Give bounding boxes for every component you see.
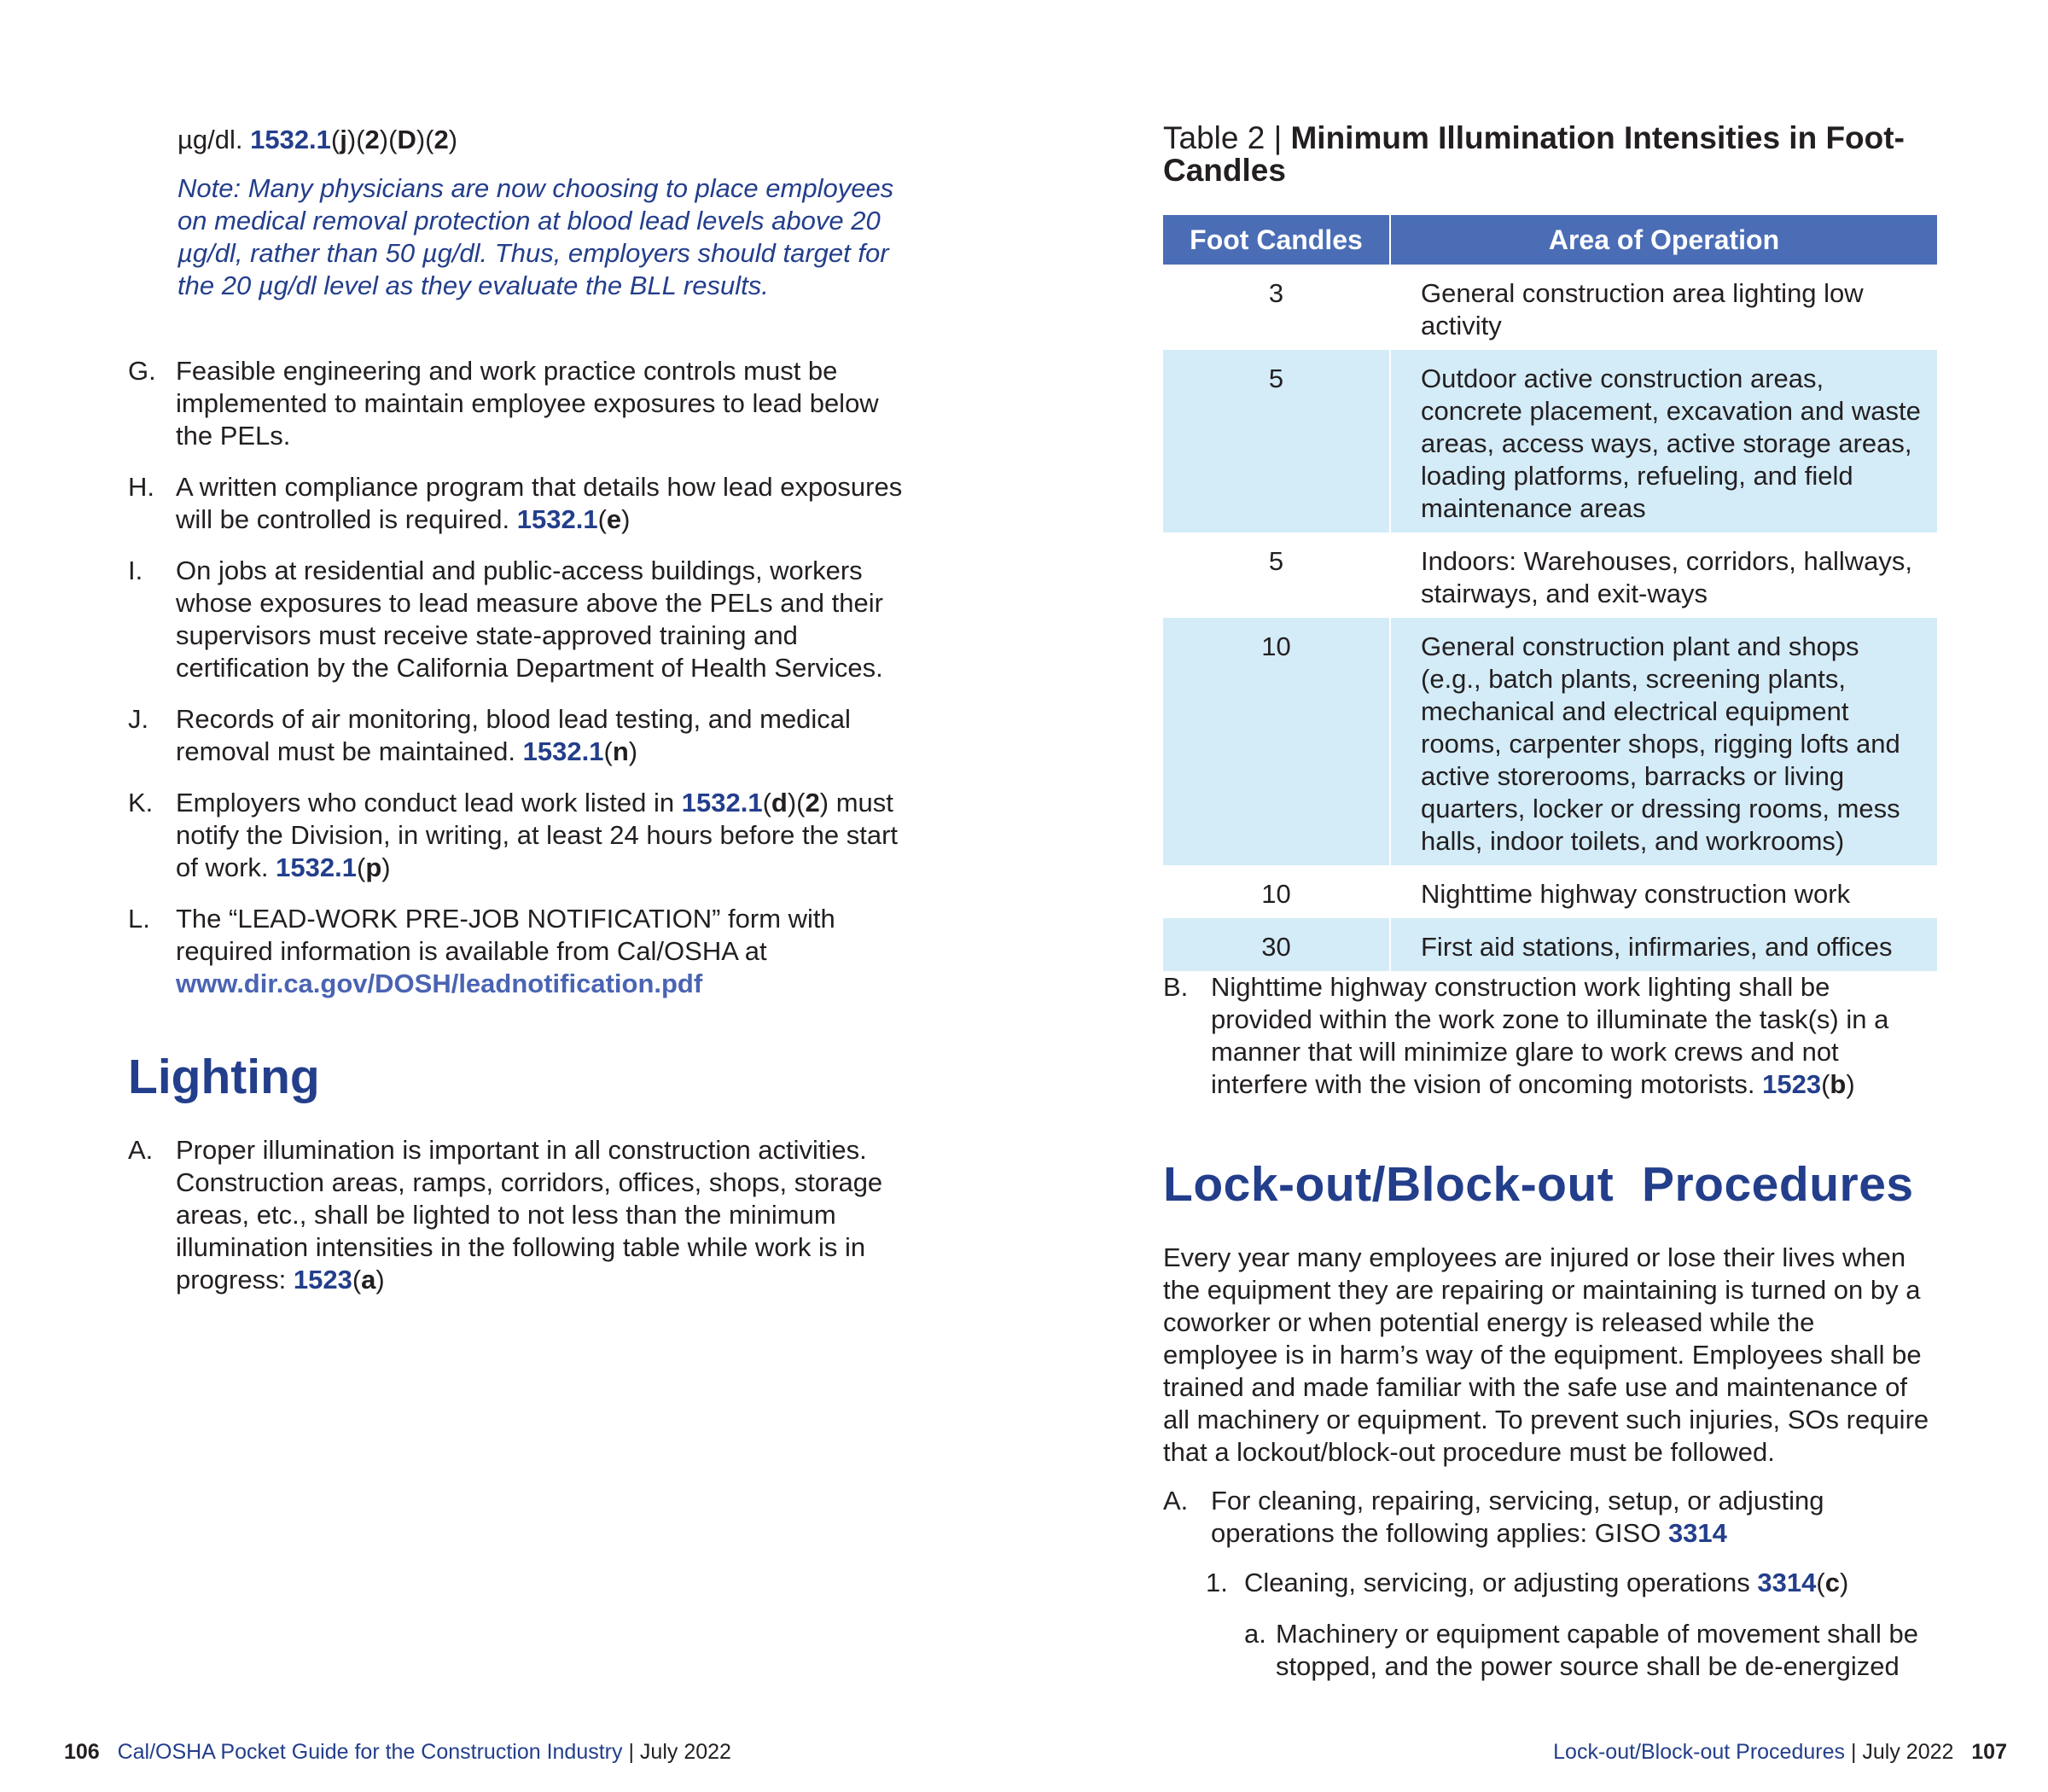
regulation-ref: 1532.1 bbox=[522, 736, 604, 766]
list-item-l bbox=[128, 903, 922, 1000]
regulation-ref: 1532.1 bbox=[276, 852, 357, 882]
list-item-text: A written compliance program that details how lead exposures will be controlled is required. bbox=[176, 472, 903, 534]
list-item-text: Feasible engineering and work practice controls must be implemented to maintain employee exposures to lead below the PELs. bbox=[176, 356, 879, 451]
subsection: 2 bbox=[433, 125, 449, 154]
illumination-table bbox=[1163, 215, 1937, 971]
footer-right bbox=[1553, 1739, 2007, 1765]
subsection: b bbox=[1830, 1069, 1847, 1099]
footer-separator: | bbox=[628, 1740, 634, 1764]
subsection: D bbox=[397, 125, 416, 154]
lighting-list-continued bbox=[1163, 971, 1914, 1120]
list-item-text: On jobs at residential and public-access buildings, workers whose exposures to lead measure above the PELs and their supervisors must receive state-approved training and certification by the California Department of Health Services. bbox=[176, 556, 883, 683]
list-item-i bbox=[128, 555, 922, 684]
item-letter: a. bbox=[1244, 1619, 1266, 1649]
list-item-j: J. Records of air monitoring, blood lead testing, and medical removal must be maintained. 1532.1(n) bbox=[128, 704, 851, 766]
list-item-text: Cleaning, servicing, or adjusting operations bbox=[1244, 1568, 1750, 1597]
subsection: p bbox=[365, 852, 382, 882]
list-item-text: Proper illumination is important in all construction activities. Construction areas, ramps, corridors, offices, shops, storage areas, etc., shall be lighted to not less than the minimum illumination intensities in the following table while work is in progress: bbox=[176, 1135, 883, 1295]
footer-date: July 2022 bbox=[1862, 1740, 1954, 1764]
table-row bbox=[1163, 918, 1937, 971]
list-letter: L. bbox=[128, 904, 150, 934]
foot-candles-cell: 3 bbox=[1163, 265, 1390, 350]
physician-note: Note: Many physicians are now choosing to place employees on medical removal protection at blood lead levels above 20 µg/dl, rather than 50 µg/dl. Thus, employers should target for the 20 µg/dl level as they evaluate the BLL results. bbox=[177, 173, 894, 300]
regulation-ref: 1532.1 bbox=[516, 504, 598, 534]
column-header-foot-candles: Foot Candles bbox=[1163, 215, 1390, 265]
list-letter: A. bbox=[1163, 1486, 1189, 1516]
lockout-paragraph: Every year many employees are injured or lose their lives when the equipment they are repairing or maintaining is turned on by a coworker or when potential energy is released while the employee is in harm’s way of the equipment. Employees shall be trained and made familiar with the safe use and maintenance of all machinery or equipment. To prevent such injuries, SOs require that a lockout/block-out procedure must be followed. bbox=[1163, 1242, 1929, 1467]
numbered-item-1: 1. Cleaning, servicing, or adjusting operations 3314(c) bbox=[1206, 1568, 1849, 1597]
footer-date: July 2022 bbox=[639, 1740, 731, 1764]
list-item-text: Machinery or equipment capable of movement shall be stopped, and the power source shall be de-energized bbox=[1276, 1619, 1919, 1681]
table-row bbox=[1163, 350, 1937, 532]
table-row bbox=[1163, 865, 1937, 918]
table-row bbox=[1163, 532, 1937, 618]
page-number: 106 bbox=[64, 1740, 100, 1764]
list-letter: I. bbox=[128, 556, 143, 585]
foot-candles-cell: 10 bbox=[1163, 618, 1390, 865]
regulation-ref: 1532.1 bbox=[681, 788, 763, 817]
continuation-text: µg/dl. bbox=[177, 125, 243, 154]
lead-notification-link[interactable]: www.dir.ca.gov/DOSH/leadnotification.pdf bbox=[176, 969, 703, 998]
item-number: 1. bbox=[1206, 1568, 1228, 1597]
page-number: 107 bbox=[1971, 1740, 2007, 1764]
list-item-a: A. Proper illumination is important in all construction activities. Construction areas, ramps, corridors, offices, shops, storage areas, etc., shall be lighted to not less than the minimum illumination intensities in the following table while work is in progress: 1523(a) bbox=[128, 1135, 883, 1295]
regulation-ref: 3314 bbox=[1667, 1518, 1727, 1548]
lockout-list bbox=[1163, 1485, 1931, 1568]
foot-candles-cell: 5 bbox=[1163, 532, 1390, 618]
footer-left bbox=[64, 1739, 731, 1765]
regulation-ref: 1523 bbox=[293, 1265, 352, 1295]
list-item-b: B. Nighttime highway construction work lighting shall be provided within the work zone to illuminate the task(s) in a manner that will minimize glare to work crews and not interfere with the vision of oncoming motorists. 1523(b) bbox=[1163, 972, 1889, 1099]
list-item-text: Employers who conduct lead work listed in bbox=[176, 788, 675, 817]
list-letter: G. bbox=[128, 356, 156, 386]
lockout-heading: Lock-out/Block-out Procedures bbox=[1163, 1157, 1914, 1212]
area-of-operation-cell: Nighttime highway construction work bbox=[1421, 879, 1851, 909]
foot-candles-cell: 10 bbox=[1163, 865, 1390, 918]
subsection: e bbox=[606, 504, 622, 534]
area-of-operation-cell: First aid stations, infirmaries, and offices bbox=[1390, 918, 1937, 971]
subsection: c bbox=[1824, 1568, 1840, 1597]
area-of-operation-cell: Outdoor active construction areas, concrete placement, excavation and waste areas, access ways, active storage areas, loading platforms, refueling, and field maintenance areas bbox=[1390, 350, 1937, 532]
list-item-h: H. A written compliance program that details how lead exposures will be controlled is required. 1532.1(e) bbox=[128, 472, 903, 534]
list-item-text: Nighttime highway construction work lighting shall be provided within the work zone to illuminate the task(s) in a manner that will minimize glare to work crews and not interfere with the vision of oncoming motorists. bbox=[1211, 972, 1889, 1099]
list-item-text: must notify the Division, in writing, at least 24 hours before the start of work. bbox=[176, 788, 899, 882]
regulation-ref: 1532.1 bbox=[250, 125, 331, 154]
subsection: j bbox=[340, 125, 347, 154]
list-item-text: Records of air monitoring, blood lead testing, and medical removal must be maintained. bbox=[176, 704, 851, 766]
list-letter: K. bbox=[128, 788, 154, 817]
regulation-ref: 1523 bbox=[1762, 1069, 1822, 1099]
area-of-operation-cell: Indoors: Warehouses, corridors, hallways, stairways, and exit-ways bbox=[1421, 546, 1913, 608]
foot-candles-cell: 5 bbox=[1163, 350, 1390, 532]
subsection: 2 bbox=[805, 788, 820, 817]
list-item-text: The “LEAD-WORK PRE-JOB NOTIFICATION” form with required information is available from Cal/OSHA at bbox=[176, 904, 835, 966]
area-of-operation-cell: General construction plant and shops (e.g., batch plants, screening plants, mechanical and electrical equipment rooms, carpenter shops, rigging lofts and active storerooms, barracks or living quarters, locker or dressing rooms, mess halls, indoor toilets, and workrooms) bbox=[1390, 618, 1937, 865]
footer-separator: | bbox=[1850, 1740, 1857, 1764]
list-item-a bbox=[1163, 1485, 1931, 1550]
list-letter: A. bbox=[128, 1135, 154, 1165]
subsection: d bbox=[771, 788, 788, 817]
lighting-list bbox=[128, 1134, 922, 1315]
footer-title: Cal/OSHA Pocket Guide for the Construction Industry bbox=[117, 1740, 623, 1764]
list-letter: B. bbox=[1163, 972, 1189, 1002]
list-letter: J. bbox=[128, 704, 149, 734]
table-caption-prefix: Table 2 | bbox=[1163, 120, 1283, 155]
regulation-ref: 3314 bbox=[1757, 1568, 1817, 1597]
table-caption bbox=[1163, 122, 1931, 187]
lead-requirements-list bbox=[128, 355, 922, 1019]
subsection: a bbox=[361, 1265, 376, 1295]
foot-candles-cell: 30 bbox=[1163, 918, 1390, 971]
continuation-line: µg/dl. 1532.1(j)(2)(D)(2) bbox=[177, 125, 458, 154]
lighting-heading: Lighting bbox=[128, 1050, 320, 1104]
lettered-subitem-a bbox=[1244, 1618, 1944, 1683]
subsection: 2 bbox=[364, 125, 380, 154]
list-item-k: K. Employers who conduct lead work listed in 1532.1(d)(2) must notify the Division, in writing, at least 24 hours before the start of work. 1532.1(p) bbox=[128, 788, 899, 882]
area-of-operation-cell: General construction area lighting low activity bbox=[1421, 278, 1864, 340]
table-row bbox=[1163, 618, 1937, 865]
table-caption-title: Minimum Illumination Intensities in Foot-Candles bbox=[1163, 120, 1905, 188]
list-item-g bbox=[128, 355, 922, 452]
list-item-text: For cleaning, repairing, servicing, setup, or adjusting operations the following applies: GISO bbox=[1211, 1486, 1824, 1548]
footer-title: Lock-out/Block-out Procedures bbox=[1553, 1740, 1845, 1764]
subsection: n bbox=[612, 736, 629, 766]
table-row bbox=[1163, 265, 1937, 350]
list-letter: H. bbox=[128, 472, 154, 502]
column-header-area: Area of Operation bbox=[1390, 215, 1937, 265]
table-body bbox=[1163, 265, 1937, 971]
table-header-row bbox=[1163, 215, 1937, 265]
